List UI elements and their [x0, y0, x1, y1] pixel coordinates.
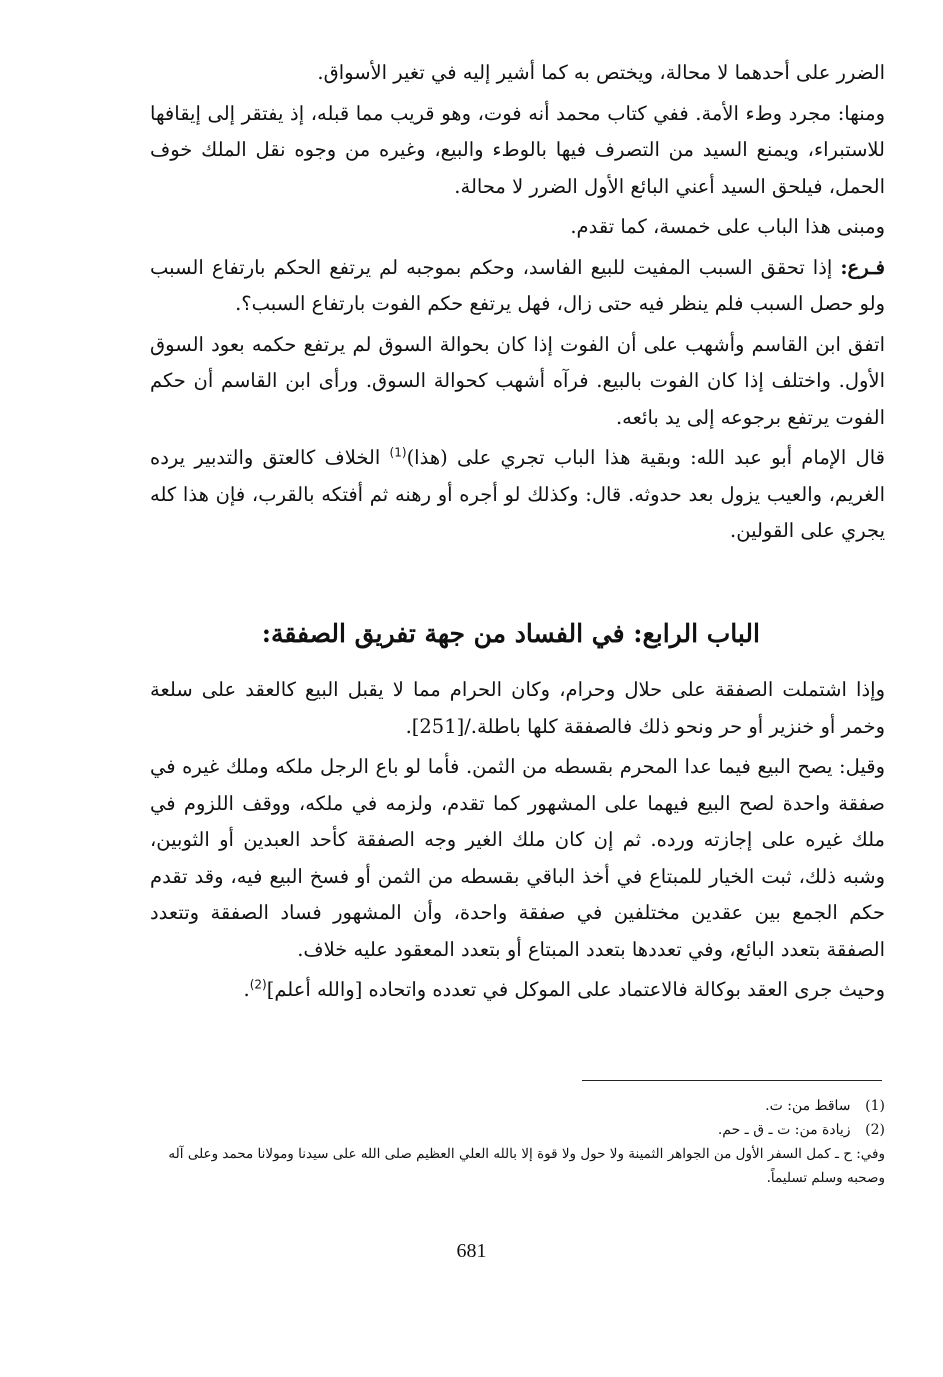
paragraph: وإذا اشتملت الصفقة على حلال وحرام، وكان الحرام مما لا يقبل البيع كالعقد على سلعة وخمر أو خنزير أو حر ونحو ذلك فالصفقة كلها باطلة./[251].: [150, 678, 885, 738]
paragraph: وقيل: يصح البيع فيما عدا المحرم بقسطه من الثمن. فأما لو باع الرجل ملكه وملك غيره في صفقة واحدة لصح البيع فيهما على المشهور كما تقدم، ولزمه في ملكه، ووقف اللزوم في ملك غيره على إجازته ورده. ثم إن كان ملك الغير وجه الصفقة كأحد العبدين أو الثوبين، وشبه ذلك، ثبت الخيار للمبتاع في أخذ الباقي بقسطه من الثمن أو فسخ البيع فيه، وقد تقدم حكم الجمع بين عقدين مختلفين في صفقة واحدة، وأن المشهور فساد الصفقة وتتعدد الصفقة بتعدد البائع، وفي تعددها بتعدد المبتاع أو بتعدد المعقود عليه خلاف.: [150, 755, 885, 961]
paragraph: [150, 440, 885, 550]
footnote-marker: (1): [389, 445, 407, 460]
paragraph: الضرر على أحدهما لا محالة، ويختص به كما أشير إليه في تغير الأسواق.: [317, 61, 885, 84]
branch-label: فـرع:: [840, 255, 885, 279]
footnote-number: (1): [865, 1098, 885, 1114]
paragraph-text: .: [243, 978, 250, 1001]
paragraph-branch: [150, 250, 885, 323]
footnote: [150, 1118, 885, 1142]
footnote-text: ساقط من: ت.: [765, 1098, 851, 1114]
text-section-1: [150, 55, 885, 550]
text-section-2: [150, 672, 885, 1009]
paragraph-text: الخلاف كالعتق والتدبير يرده الغريم، والعيب يزول بعد حدوثه. قال: وكذلك لو أجره أو رهنه ثم أفتكه بالقرب، فإن هذا كله يجري على القولين.: [150, 446, 885, 542]
footnote: [150, 1094, 885, 1118]
paragraph-text: قال الإمام أبو عبد الله: وبقية هذا الباب تجري على (هذا): [406, 446, 885, 469]
footnote-number: (2): [865, 1122, 885, 1138]
footnote-divider: [582, 1080, 882, 1081]
paragraph: ومنها: مجرد وطء الأمة. ففي كتاب محمد أنه فوت، وهو قريب مما قبله، إذ يفتقر إلى إيقافها للاستبراء، ويمنع السيد من التصرف فيها بالوطء والبيع، وغيره من وجوه نقل الملك خوف الحمل، فيلحق السيد أعني البائع الأول الضرر لا محالة.: [150, 101, 885, 198]
paragraph: ومبنى هذا الباب على خمسة، كما تقدم.: [570, 215, 885, 238]
footnotes: [150, 1094, 885, 1190]
chapter-heading: الباب الرابع: في الفساد من جهة تفريق الصفقة:: [261, 619, 760, 648]
footnote-marker: (2): [249, 977, 267, 992]
paragraph-text: وحيث جرى العقد بوكالة فالاعتماد على الموكل في تعدده واتحاده [والله أعلم]: [266, 978, 885, 1001]
branch-text: إذا تحقق السبب المفيت للبيع الفاسد، وحكم بموجبه لم يرتفع الحكم بارتفاع السبب ولو حصل السبب فلم ينظر فيه حتى زال، فهل يرتفع حكم الفوت بارتفاع السبب؟.: [150, 255, 885, 315]
paragraph: [150, 972, 885, 1009]
footnote-note: وفي: ح ـ كمل السفر الأول من الجواهر الثمينة ولا حول ولا قوة إلا بالله العلي العظيم صلى الله على سيدنا ومولانا محمد وعلى آله وصحبه وسلم تسليماً.: [168, 1146, 885, 1186]
page-number: 681: [456, 1240, 487, 1262]
footnote-text: زيادة من: ت ـ ق ـ حم.: [717, 1122, 851, 1138]
paragraph: اتفق ابن القاسم وأشهب على أن الفوت إذا كان بحوالة السوق لم يرتفع حكمه بعود السوق الأول. واختلف إذا كان الفوت بالبيع. فرآه أشهب كحوالة السوق. ورأى ابن القاسم أن حكم الفوت يرتفع برجوعه إلى يد بائعه.: [150, 332, 885, 429]
